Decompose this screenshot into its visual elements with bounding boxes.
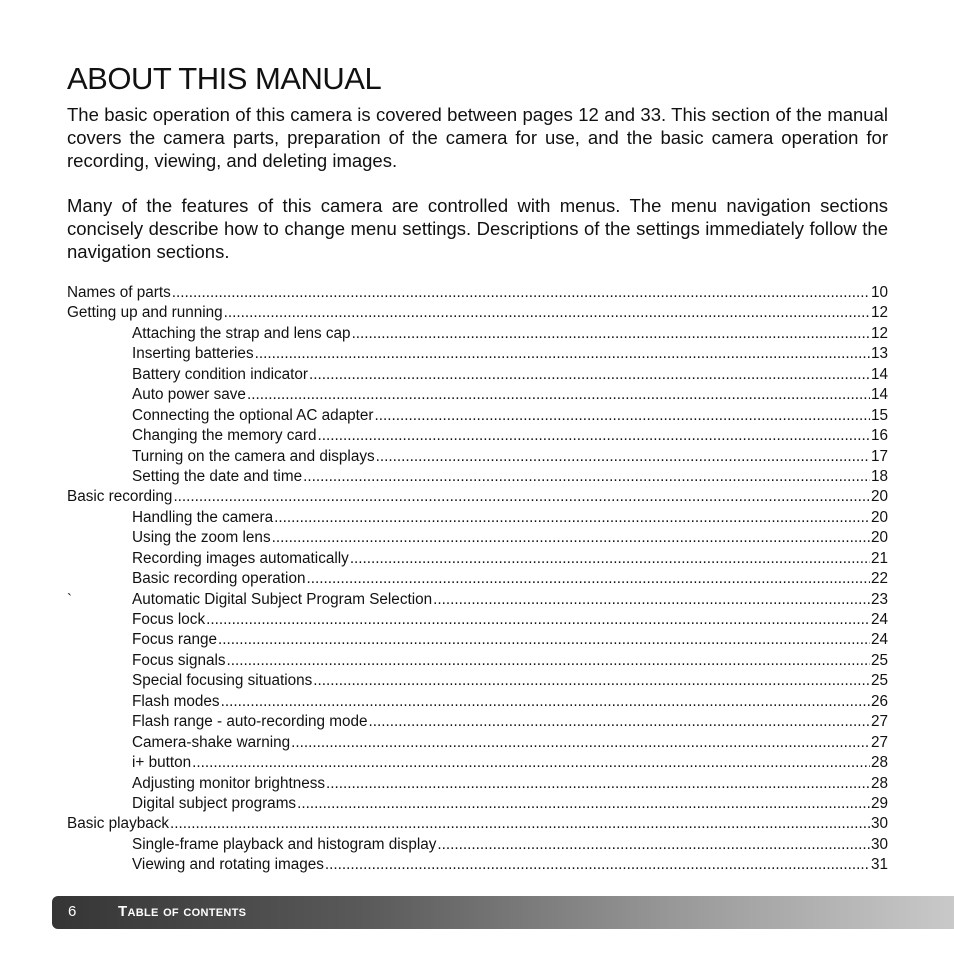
toc-leader-dots <box>306 569 870 589</box>
toc-entry-label: i+ button <box>132 754 192 772</box>
toc-leader-dots <box>224 303 870 323</box>
toc-entry <box>67 774 888 794</box>
toc-entry-page: 31 <box>870 856 888 874</box>
toc-entry-page: 20 <box>870 488 888 506</box>
toc-entry-page: 23 <box>870 590 888 608</box>
toc-entry-page: 17 <box>870 447 888 465</box>
toc-entry-page: 28 <box>870 774 888 792</box>
toc-entry-label: Using the zoom lens <box>132 529 271 547</box>
toc-entry <box>67 365 888 385</box>
toc-leader-dots <box>218 630 870 650</box>
toc-entry-page: 29 <box>870 794 888 812</box>
toc-entry-page: 24 <box>870 611 888 628</box>
toc-leader-dots <box>375 406 870 426</box>
toc-entry <box>67 692 888 712</box>
toc-leader-dots <box>313 671 870 691</box>
toc-entry <box>67 814 888 834</box>
toc-entry-page: 22 <box>870 570 888 588</box>
toc-entry-label: Focus signals <box>132 651 226 669</box>
toc-entry-page: 14 <box>870 365 888 383</box>
toc-entry-page: 16 <box>870 427 888 445</box>
toc-entry-page: 18 <box>870 467 888 485</box>
toc-entry-label: Special focusing situations <box>132 672 313 690</box>
intro-paragraph-2: Many of the features of this camera are controlled with menus. The menu navigation sections concisely describe how to change menu settings. Descriptions of the settings immediately follow the navigation sections. <box>67 195 888 262</box>
toc-entry-label: Viewing and rotating images <box>132 856 324 874</box>
toc-leader-dots <box>173 487 870 507</box>
toc-entry-label: Getting up and running <box>67 304 223 322</box>
toc-leader-dots <box>325 855 870 875</box>
toc-entry-page: 25 <box>870 651 888 669</box>
toc-marker: ` <box>67 590 72 608</box>
toc-entry-page: 28 <box>870 754 888 772</box>
toc-leader-dots <box>192 753 870 773</box>
toc-leader-dots <box>272 528 870 548</box>
toc-entry <box>67 487 888 507</box>
toc-entry <box>67 794 888 814</box>
toc-entry-page: 24 <box>870 631 888 649</box>
page-title: ABOUT THIS MANUAL <box>67 61 382 96</box>
toc-entry-page: 20 <box>870 529 888 547</box>
intro-paragraph-1: The basic operation of this camera is covered between pages 12 and 33. This section of the manual covers the camera parts, preparation of the camera for use, and the basic camera operation for recording, viewing, and deleting images. <box>67 104 888 171</box>
toc-entry-label: Inserting batteries <box>132 345 254 363</box>
toc-leader-dots <box>274 508 870 528</box>
toc-entry-label: Focus range <box>132 631 218 649</box>
toc-leader-dots <box>369 712 870 732</box>
toc-entry <box>67 467 888 487</box>
toc-entry-page: 30 <box>870 815 888 833</box>
toc-entry <box>67 753 888 773</box>
toc-entry <box>67 426 888 446</box>
toc-entry <box>67 406 888 426</box>
toc-entry <box>67 508 888 528</box>
toc-entry-page: 27 <box>870 713 888 731</box>
toc-entry <box>67 630 888 650</box>
toc-entry-label: Automatic Digital Subject Program Selection <box>132 590 433 608</box>
toc-entry-page: 25 <box>870 672 888 690</box>
toc-entry-label: Camera-shake warning <box>132 733 291 751</box>
toc-leader-dots <box>309 365 870 385</box>
toc-entry-page: 20 <box>870 508 888 526</box>
toc-leader-dots <box>297 794 870 814</box>
toc-leader-dots <box>172 283 870 303</box>
toc-entry-page: 12 <box>870 324 888 342</box>
toc-entry-label: Basic recording <box>67 488 173 506</box>
toc-leader-dots <box>227 651 870 671</box>
toc-entry <box>67 447 888 467</box>
toc-entry-page: 21 <box>870 549 888 567</box>
toc-entry-label: Connecting the optional AC adapter <box>132 406 374 424</box>
toc-leader-dots <box>437 835 870 855</box>
toc-entry-label: Setting the date and time <box>132 467 303 485</box>
toc-entry-page: 27 <box>870 733 888 751</box>
toc-entry-page: 14 <box>870 386 888 404</box>
table-of-contents <box>67 283 888 876</box>
toc-entry <box>67 733 888 753</box>
toc-entry <box>67 590 888 610</box>
toc-leader-dots <box>350 549 870 569</box>
toc-leader-dots <box>206 610 870 630</box>
toc-entry-label: Focus lock <box>132 611 206 628</box>
toc-entry-label: Basic playback <box>67 815 170 833</box>
footer-bar <box>52 896 954 929</box>
toc-entry-label: Digital subject programs <box>132 794 297 812</box>
toc-entry-page: 26 <box>870 692 888 710</box>
toc-entry <box>67 549 888 569</box>
toc-entry <box>67 303 888 323</box>
toc-entry-label: Battery condition indicator <box>132 365 309 383</box>
toc-entry-page: 15 <box>870 406 888 424</box>
toc-leader-dots <box>170 814 870 834</box>
toc-entry-label: Turning on the camera and displays <box>132 447 375 465</box>
toc-entry-page: 13 <box>870 345 888 363</box>
toc-entry-label: Flash range - auto-recording mode <box>132 713 368 731</box>
toc-entry <box>67 651 888 671</box>
toc-entry <box>67 610 888 630</box>
toc-entry-label: Adjusting monitor brightness <box>132 774 326 792</box>
toc-entry <box>67 344 888 364</box>
toc-entry-label: Recording images automatically <box>132 549 349 567</box>
toc-leader-dots <box>318 426 870 446</box>
toc-leader-dots <box>433 590 870 610</box>
footer-section-title: Table of contents <box>118 903 247 920</box>
toc-entry <box>67 528 888 548</box>
toc-leader-dots <box>255 344 870 364</box>
toc-entry-page: 12 <box>870 304 888 322</box>
toc-entry-label: Changing the memory card <box>132 427 317 445</box>
toc-entry-label: Handling the camera <box>132 508 274 526</box>
toc-entry <box>67 855 888 875</box>
toc-leader-dots <box>303 467 870 487</box>
toc-entry <box>67 569 888 589</box>
toc-entry <box>67 712 888 732</box>
toc-entry <box>67 324 888 344</box>
toc-leader-dots <box>291 733 870 753</box>
toc-entry-label: Basic recording operation <box>132 570 306 588</box>
toc-entry <box>67 835 888 855</box>
toc-entry <box>67 671 888 691</box>
toc-entry-label: Names of parts <box>67 284 171 301</box>
footer-page-number: 6 <box>68 903 77 920</box>
toc-entry-label: Single-frame playback and histogram display <box>132 835 437 853</box>
toc-leader-dots <box>247 385 870 405</box>
toc-entry <box>67 283 888 303</box>
toc-entry <box>67 385 888 405</box>
toc-entry-label: Auto power save <box>132 386 246 404</box>
toc-leader-dots <box>376 447 870 467</box>
toc-leader-dots <box>352 324 870 344</box>
toc-entry-page: 30 <box>870 835 888 853</box>
toc-leader-dots <box>221 692 870 712</box>
toc-leader-dots <box>326 774 870 794</box>
toc-entry-label: Attaching the strap and lens cap <box>132 324 351 342</box>
toc-entry-page: 10 <box>870 284 888 301</box>
toc-entry-label: Flash modes <box>132 692 220 710</box>
